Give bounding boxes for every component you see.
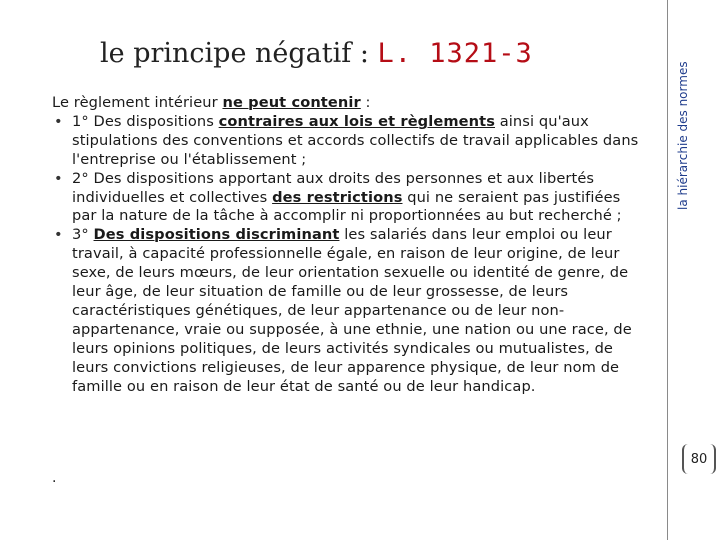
- title-article-code: L. 1321-3: [377, 38, 533, 69]
- list-item: [52, 170, 642, 227]
- item-prefix: 3°: [72, 226, 94, 244]
- bullet-list: [52, 113, 642, 397]
- intro-line: [52, 94, 642, 113]
- item-emphasis: Des dispositions discriminant: [93, 226, 340, 244]
- intro-suffix: :: [360, 94, 371, 111]
- item-suffix: ainsi qu'aux stipulations des conventions et accords collectifs de travail applicables dans l'entreprise ou l'établissement ;: [72, 112, 639, 168]
- item-suffix: les salariés dans leur emploi ou leur travail, à capacité professionnelle égale, en raison de leur origine, de leur sexe, de leurs mœurs, de leur orientation sexuelle ou identité de genre, de leur âge, de leur situation de famille ou de leur grossesse, de leurs caractéristiques génétiques, de leur appartenance ou de leur non-appartenance, vraie ou supposée, à une ethnie, une nation ou une race, de leurs opinions politiques, de leurs activités syndicales ou mutualistes, de leurs convictions religieuses, de leur apparence physique, de leur nom de famille ou en raison de leur état de santé ou de leur handicap.: [72, 226, 632, 395]
- intro-prefix: Le règlement intérieur: [52, 94, 223, 111]
- sidebar-label: la hiérarchie des normes: [676, 61, 690, 210]
- slide-title: [100, 38, 533, 69]
- list-item: [52, 113, 642, 170]
- page-number: 80: [682, 444, 716, 474]
- item-suffix: qui ne seraient pas justifiées par la nature de la tâche à accomplir ni proportionnées au but recherché ;: [72, 188, 622, 225]
- item-emphasis: des restrictions: [272, 188, 403, 206]
- title-text: le principe négatif :: [100, 38, 378, 69]
- item-prefix: 2° Des dispositions apportant aux droits des personnes et aux libertés individuelles et collectives: [72, 169, 595, 206]
- sidebar-divider: [667, 0, 668, 540]
- list-item: [52, 226, 642, 396]
- intro-emphasis: ne peut contenir: [222, 94, 361, 111]
- slide-body: [52, 94, 642, 397]
- trailing-dot: .: [52, 470, 57, 486]
- item-prefix: 1° Des dispositions: [72, 112, 219, 130]
- item-emphasis: contraires aux lois et règlements: [218, 112, 495, 130]
